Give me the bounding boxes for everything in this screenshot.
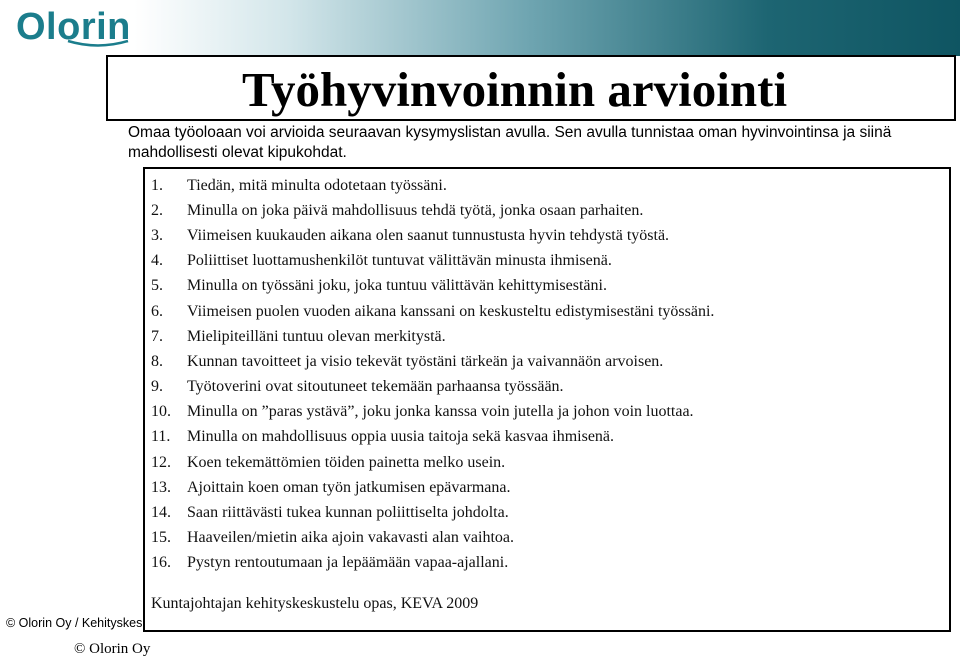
- list-item-text: Minulla on ”paras ystävä”, joku jonka kanssa voin jutella ja johon voin luottaa.: [187, 403, 694, 421]
- list-item-number: 3.: [151, 226, 163, 244]
- list-item-number: 1.: [151, 176, 163, 194]
- list-item-text: Työtoverini ovat sitoutuneet tekemään parhaansa työssään.: [187, 378, 564, 396]
- list-item: [151, 198, 714, 223]
- list-item-text: Saan riittävästi tukea kunnan poliittiselta johdolta.: [187, 504, 509, 522]
- list-item-number: 12.: [151, 453, 171, 471]
- list-item: [151, 324, 714, 349]
- logo-text: Olorin: [16, 6, 131, 48]
- list-item-text: Minulla on joka päivä mahdollisuus tehdä työtä, jonka osaan parhaiten.: [187, 201, 644, 219]
- list-item-number: 9.: [151, 378, 163, 396]
- list-item-number: 13.: [151, 478, 171, 496]
- list-item-number: 5.: [151, 277, 163, 295]
- list-item-text: Mielipiteilläni tuntuu olevan merkitystä.: [187, 327, 446, 345]
- list-item-number: 6.: [151, 302, 163, 320]
- intro-text: Omaa työoloaan voi arvioida seuraavan kysymyslistan avulla. Sen avulla tunnistaa oman hyvinvointinsa ja siinä mahdollisesti olevat kipukohdat.: [128, 124, 892, 161]
- list-item-text: Kunnan tavoitteet ja visio tekevät työstäni tärkeän ja vaivannäön arvoisen.: [187, 352, 664, 370]
- logo-swoosh-icon: [66, 38, 130, 48]
- list-item: [151, 349, 714, 374]
- list-item-number: 7.: [151, 327, 163, 345]
- list-item-text: Pystyn rentoutumaan ja lepäämään vapaa-ajallani.: [187, 554, 509, 572]
- list-item-text: Ajoittain koen oman työn jatkumisen epävarmana.: [187, 478, 511, 496]
- list-item-text: Koen tekemättömien töiden painetta melko usein.: [187, 453, 506, 471]
- title-box: [106, 55, 956, 121]
- list-item: [151, 475, 714, 500]
- list-item-number: 4.: [151, 252, 163, 270]
- list-item: [151, 299, 714, 324]
- list-item-text: Minulla on mahdollisuus oppia uusia taitoja sekä kasvaa ihmisenä.: [187, 428, 615, 446]
- list-item-number: 14.: [151, 504, 171, 522]
- list-item-number: 11.: [151, 428, 171, 446]
- list-item-number: 2.: [151, 201, 163, 219]
- list-item-number: 10.: [151, 403, 171, 421]
- list-item: [151, 500, 714, 525]
- list-item: [151, 526, 714, 551]
- list-item: [151, 450, 714, 475]
- list-item: [151, 551, 714, 576]
- footer-copyright-left: © Olorin Oy / Kehityskes: [6, 616, 143, 630]
- page-title: Työhyvinvoinnin arviointi: [242, 62, 788, 117]
- list-item-text: Viimeisen puolen vuoden aikana kanssani on keskusteltu edistymisestäni työssäni.: [187, 302, 715, 320]
- header-band: [0, 0, 960, 56]
- source-citation: Kuntajohtajan kehityskeskustelu opas, KEVA 2009: [151, 595, 479, 612]
- list-item-text: Viimeisen kuukauden aikana olen saanut tunnustusta hyvin tehdystä työstä.: [187, 226, 670, 244]
- list-item-text: Haaveilen/mietin aika ajoin vakavasti alan vaihtoa.: [187, 529, 514, 547]
- list-item: [151, 375, 714, 400]
- list-item: [151, 400, 714, 425]
- footer-copyright-bottom: © Olorin Oy: [74, 641, 151, 657]
- list-item: [151, 425, 714, 450]
- list-item: [151, 223, 714, 248]
- list-item-text: Poliittiset luottamushenkilöt tuntuvat välittävän minusta ihmisenä.: [187, 252, 612, 270]
- list-item-number: 16.: [151, 554, 171, 572]
- list-item: [151, 274, 714, 299]
- question-list: [151, 173, 714, 576]
- list-item-number: 15.: [151, 529, 171, 547]
- question-list-box: [143, 167, 951, 632]
- list-item: [151, 249, 714, 274]
- list-item-text: Tiedän, mitä minulta odotetaan työssäni.: [187, 176, 447, 194]
- list-item-text: Minulla on työssäni joku, joka tuntuu välittävän kehittymisestäni.: [187, 277, 607, 295]
- list-item-number: 8.: [151, 352, 163, 370]
- list-item: [151, 173, 714, 198]
